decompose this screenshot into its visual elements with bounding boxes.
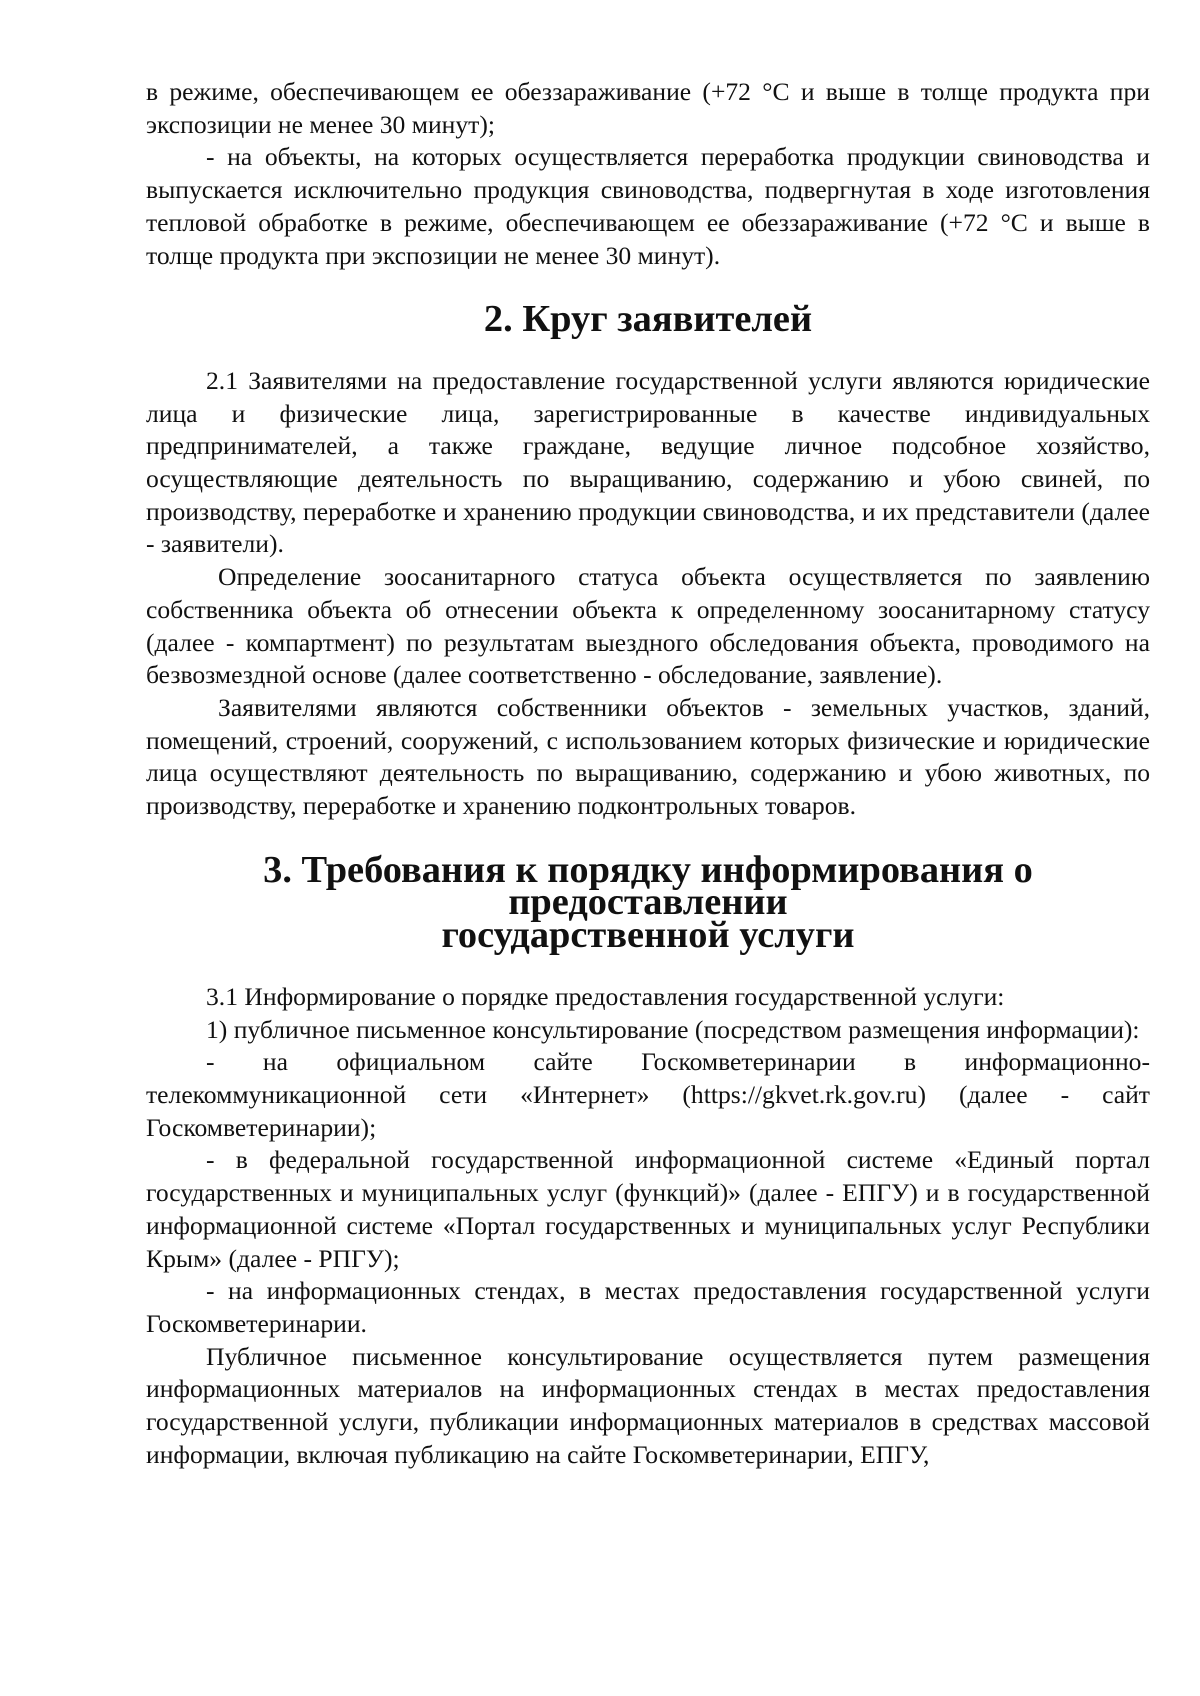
section-2-paragraph-3: Заявителями являются собственники объектов - земельных участков, зданий, помещений, строений, сооружений, с использованием которых физические и юридические лица осуществляют деятельность по выращиванию, содержанию и убою животных, по производству, переработке и хранению подконтрольных товаров. [146,692,1150,821]
section-3-paragraph-5: - на информационных стендах, в местах предоставления государственной услуги Госкомветеринарии. [146,1276,1150,1338]
section-3-paragraph-1: 3.1 Информирование о порядке предоставления государственной услуги: [206,981,1005,1011]
section-2-paragraph-1: 2.1 Заявителями на предоставление государственной услуги являются юридические лица и физические лица, зарегистрированные в качестве индивидуальных предпринимателей, а также граждане, ведущие личное подсобное хозяйство, осуществляющие деятельность по выращиванию, содержанию и убою свиней, по производству, переработке и хранению продукции свиноводства, и их представители (далее - заявители). [146,365,1150,559]
intro-paragraph-1: в режиме, обеспечивающем ее обеззараживание (+72 °С и выше в толще продукта при экспозиции не менее 30 минут); [146,77,1150,139]
spacer [146,952,1150,981]
section-2-paragraph-2: Определение зоосанитарного статуса объекта осуществляется по заявлению собственника объекта об отнесении объекта к определенному зоосанитарному статусу (далее - компартмент) по результатам выездного обследования объекта, проводимого на безвозмездной основе (далее соответственно - обследование, заявление). [146,562,1150,690]
intro-paragraph-2: - на объекты, на которых осуществляется переработка продукции свиноводства и выпускается исключительно продукция свиноводства, подвергнутая в ходе изготовления тепловой обработке в режиме, обеспечивающем ее обеззараживание (+72 °С и выше в толще продукта при экспозиции не менее 30 минут). [146,142,1150,270]
section-2-heading: 2. Круг заявителей [483,298,813,341]
section-3-heading-line-2: государственной услуги [441,914,855,957]
section-3-paragraph-2: 1) публичное письменное консультирование (посредством размещения информации): [206,1014,1140,1044]
spacer [146,336,1150,365]
section-3-heading [146,848,1150,957]
section-3-paragraph-6: Публичное письменное консультирование осуществляется путем размещения информационных материалов на информационных стендах в местах предоставления государственной услуги, публикации информационных материалов в средствах массовой информации, включая публикацию на сайте Госкомветеринарии, ЕПГУ, [146,1341,1150,1469]
section-3-paragraph-3: - на официальном сайте Госкомветеринарии в информационно-телекоммуникационной сети «Интернет» (https://gkvet.rk.gov.ru) (далее - сайт Госкомветеринарии); [146,1047,1150,1142]
section-3-paragraph-4: - в федеральной государственной информационной системе «Единый портал государственных и муниципальных услуг (функций)» (далее - ЕПГУ) и в государственной информационной системе «Портал государственных и муниципальных услуг Республики Крым» (далее - РПГУ); [146,1145,1150,1273]
section-3-heading-line-1: 3. Требования к порядку информирования о предоставлении [263,848,1033,924]
